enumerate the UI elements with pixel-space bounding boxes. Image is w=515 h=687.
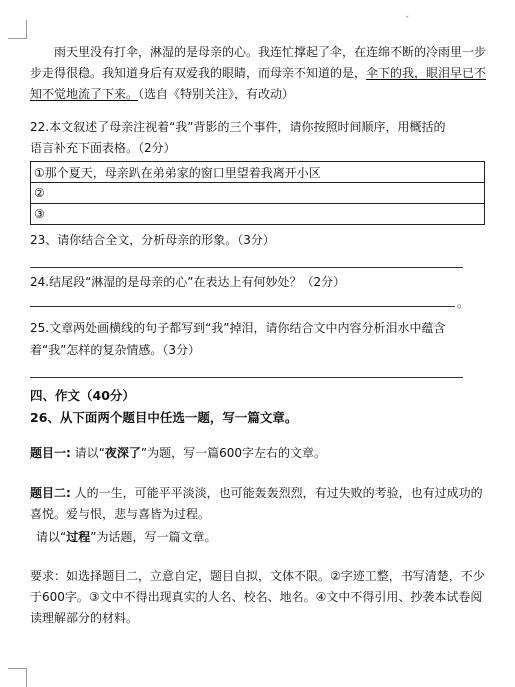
question-26: 26、从下面两个题目中任选一题，写一篇文章。 <box>30 410 298 425</box>
topic-two-instruction <box>36 527 496 548</box>
table-row <box>31 204 485 225</box>
topic-two-pre: 请以“ <box>36 530 67 544</box>
answer-table <box>30 161 485 225</box>
topic-one-post: ”为题，写一篇600字左右的文章。 <box>140 446 326 460</box>
answer-line-23[interactable] <box>30 267 463 268</box>
crop-mark-top-left <box>8 20 27 39</box>
passage-source: （选自《特别关注》，有改动） <box>138 87 295 101</box>
answer-line-25[interactable] <box>30 377 463 378</box>
passage-text: 雨天里没有打伞，淋湿的是母亲的心。我连忙撑起了伞，在连绵不断的冷雨里一步步走得很稳。我知道身后有双爱我的眼睛，而母亲不知道的是， <box>30 45 487 80</box>
question-24: 24.结尾段“淋湿的是母亲的心”在表达上有何妙处？（2分） <box>30 275 346 289</box>
table-cell-2[interactable]: ② <box>31 183 485 204</box>
topic-two-text: 人的一生，可能平平淡淡，也可能轰轰烈烈，有过失败的考验，也有过成功的喜悦。爱与恨，悲与喜皆为过程。 <box>30 486 483 521</box>
table-cell-3[interactable]: ③ <box>31 204 485 225</box>
answer-24-end-mark: 。 <box>457 296 470 310</box>
answer-line-24[interactable] <box>30 306 455 307</box>
topic-two-label: 题目二: <box>30 486 71 500</box>
question-22-line1: 22.本文叙述了母亲注视着“我”背影的三个事件，请你按照时间顺序，用概括的 <box>30 120 446 134</box>
question-25-line2: 着“我”怎样的复杂情感。（3分） <box>30 343 201 357</box>
topic-one <box>30 443 490 464</box>
table-row <box>31 162 485 183</box>
table-cell-1[interactable]: ①那个夏天，母亲趴在弟弟家的窗口里望着我离开小区 <box>31 162 485 183</box>
requirements: 要求：如选择题目二，立意自定，题目自拟，文体不限。②字迹工整，书写清楚，不少于600字。③文中不得出现真实的人名、校名、地名。④文中不得引用、抄袭本试卷阅读理解部分的材料。 <box>30 569 485 625</box>
topic-one-label: 题目一: <box>30 446 71 460</box>
underlined-sentence: 伞下的我，眼泪早已不知不觉地流了下来。 <box>30 66 487 101</box>
question-22-line2: 语言补充下面表格。（2分） <box>30 141 176 155</box>
passage-ending <box>30 42 490 105</box>
question-25-line1: 25.文章两处画横线的句子都写到“我”掉泪，请你结合文中内容分析泪水中蕴含 <box>30 321 446 335</box>
tick-mark: ˇ <box>405 16 410 26</box>
topic-one-title: 夜深了 <box>104 446 141 460</box>
section-composition-title: 四、作文（40分） <box>30 388 135 403</box>
topic-two-title: 过程 <box>66 530 91 544</box>
topic-two-post: ”为话题，写一篇文章。 <box>90 530 217 544</box>
table-row <box>31 183 485 204</box>
topic-two <box>30 483 490 525</box>
question-23: 23、请你结合全文，分析母亲的形象。（3分） <box>30 233 275 247</box>
crop-mark-bottom-left <box>8 668 27 687</box>
topic-one-pre: 请以“ <box>74 446 105 460</box>
